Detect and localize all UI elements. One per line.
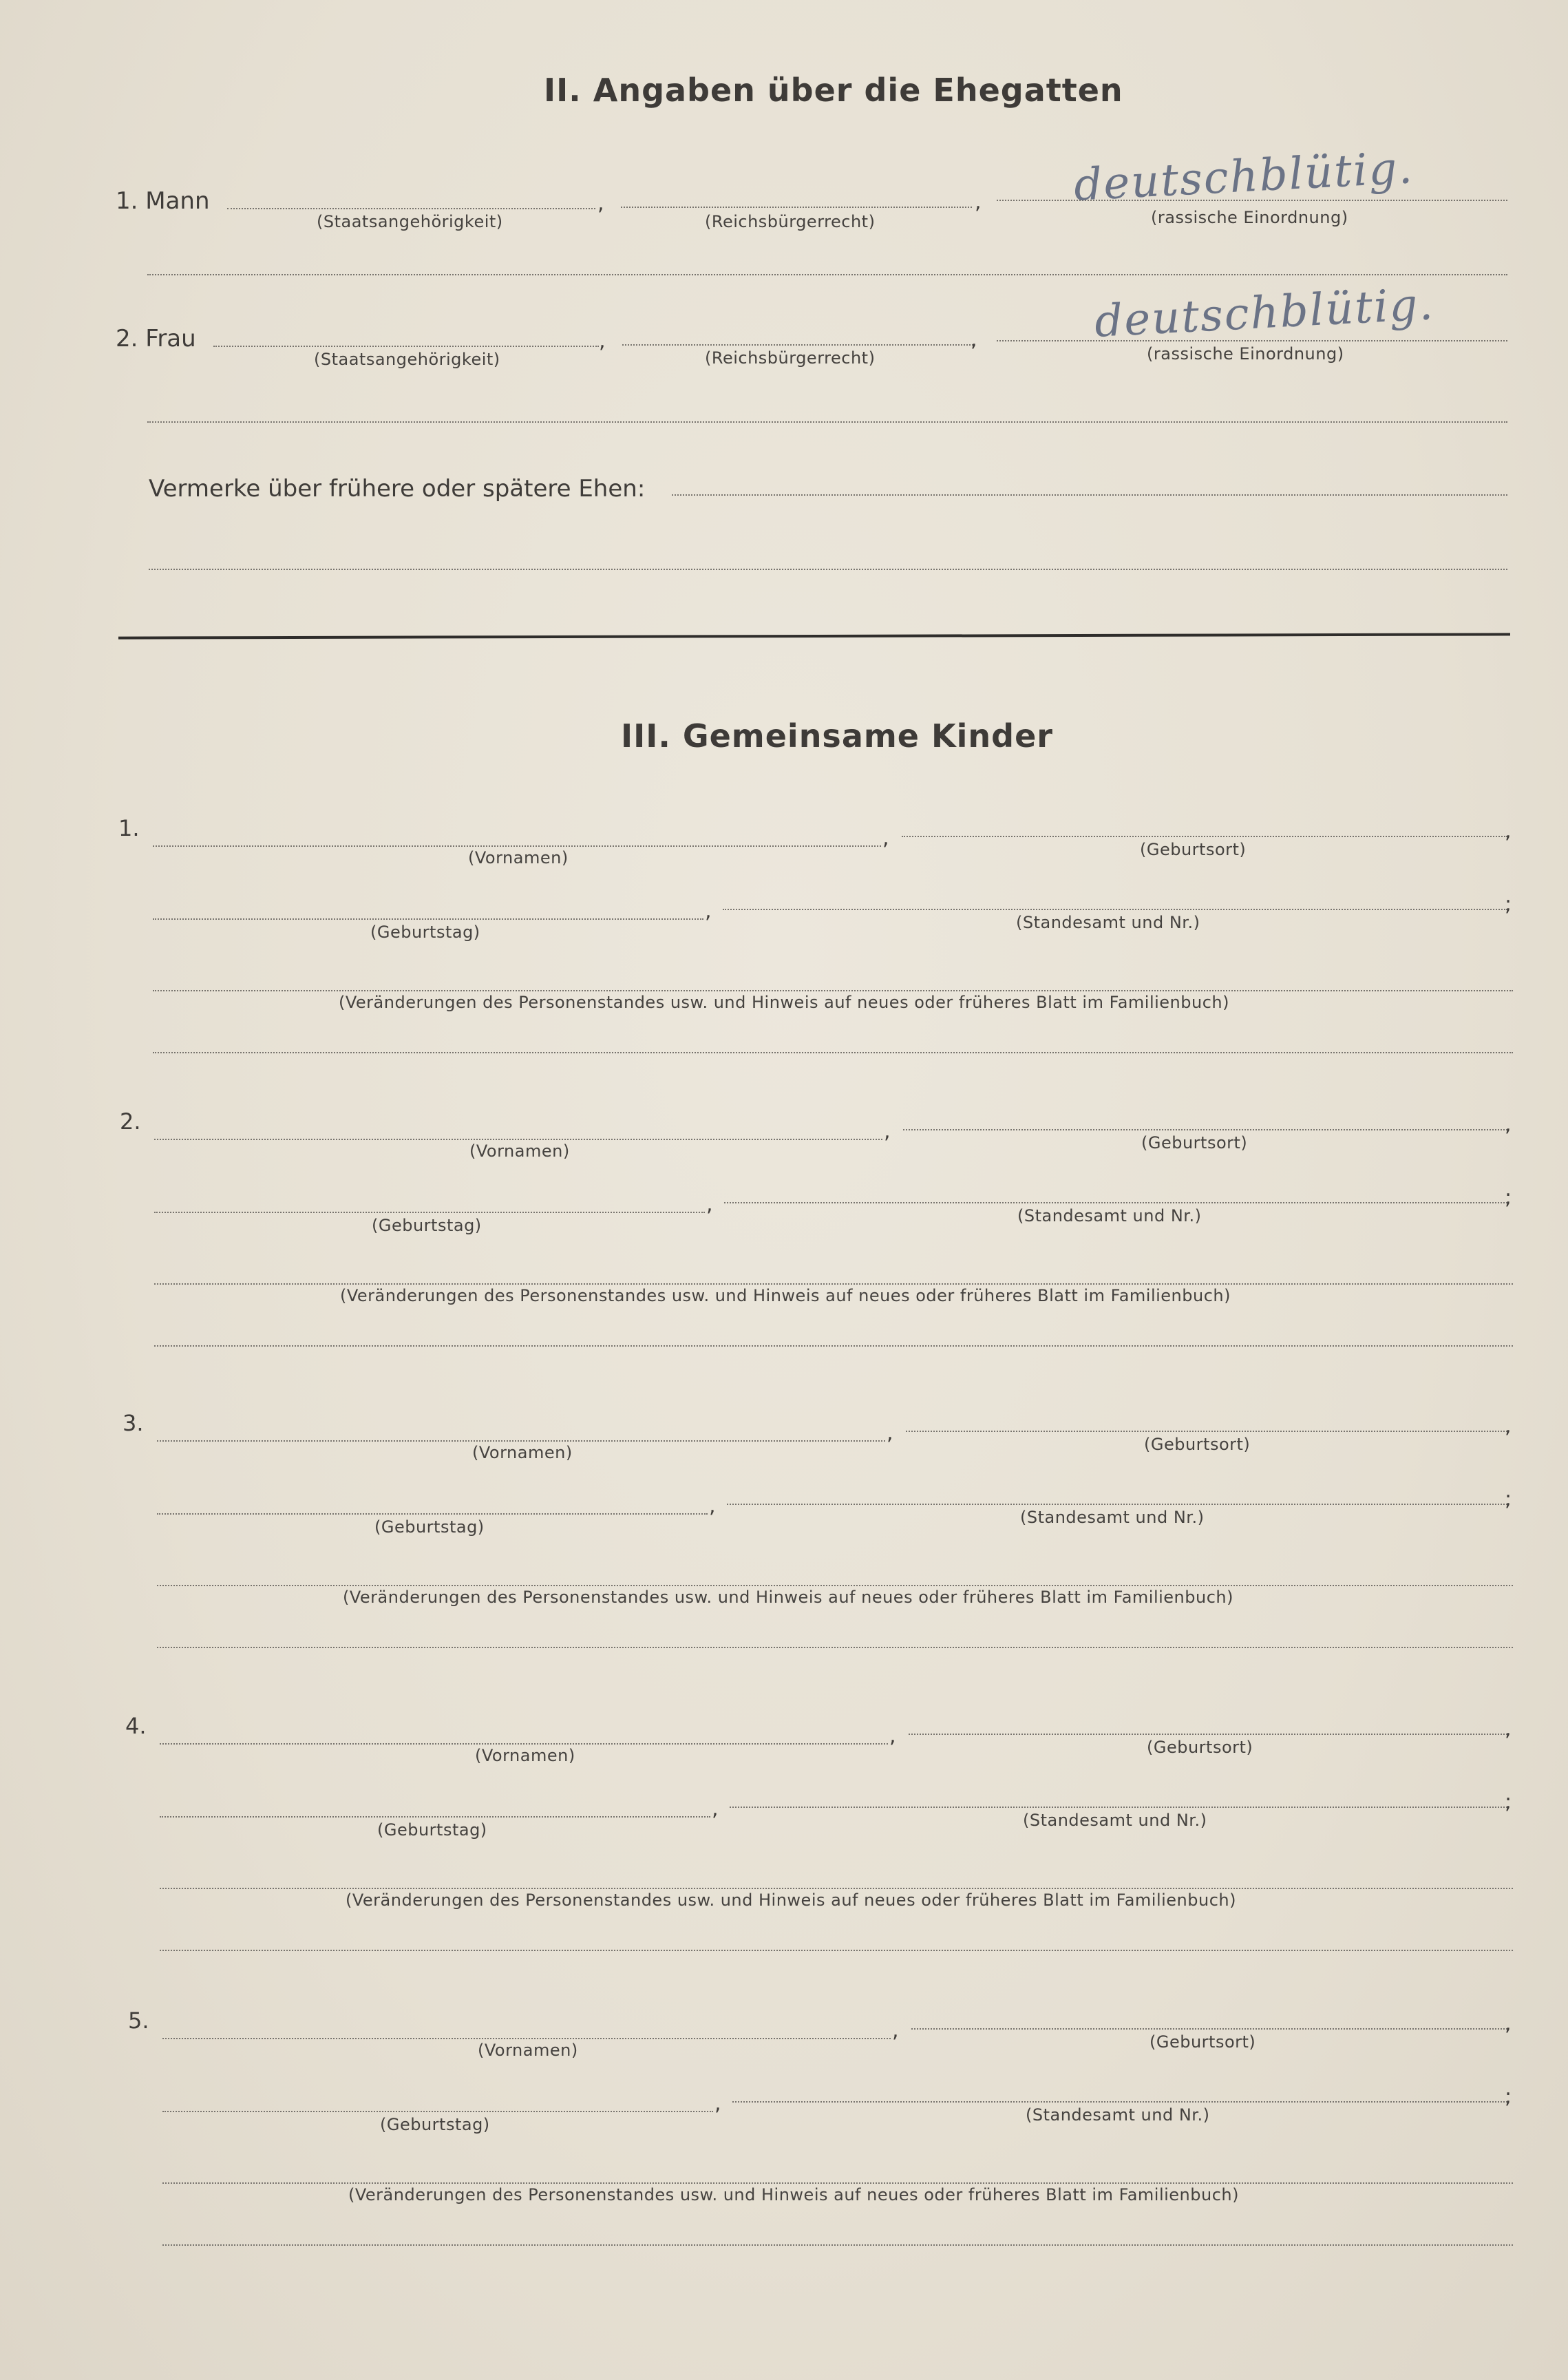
man-racial-caption: (rassische Einordnung) [1151,208,1348,227]
comma: , [1505,819,1512,843]
changes-extra-line[interactable] [160,1950,1513,1951]
woman-label: 2. Frau [116,325,196,352]
changes-line[interactable] [153,990,1513,991]
changes-line[interactable] [154,1283,1513,1285]
birthplace-caption: (Geburtsort) [1147,1738,1253,1757]
woman-racial-line[interactable] [997,340,1507,341]
changes-line[interactable] [160,1888,1513,1889]
given-names-caption: (Vornamen) [475,1746,575,1765]
semicolon: ; [1505,1186,1512,1210]
given-names-caption: (Vornamen) [478,2041,578,2060]
child-number: 3. [123,1410,144,1436]
given-names-caption: (Vornamen) [472,1443,573,1462]
birthday-caption: (Geburtstag) [374,1517,485,1537]
birthday-line[interactable] [160,1816,710,1818]
comma: , [971,328,977,352]
changes-caption: (Veränderungen des Personenstandes usw. und Hinweis auf neues oder früheres Blatt im Familienbuch) [346,1891,1236,1910]
changes-line[interactable] [162,2182,1513,2184]
comma: , [884,1119,891,1144]
birthday-caption: (Geburtstag) [372,1216,482,1235]
section-divider [118,633,1510,639]
comma: , [599,329,606,353]
birthday-caption: (Geburtstag) [370,923,480,942]
birthplace-line[interactable] [902,836,1507,837]
registry-caption: (Standesamt und Nr.) [1016,913,1200,932]
given-names-line[interactable] [154,1139,882,1140]
remarks-extra-line[interactable] [149,569,1507,570]
comma: , [706,1192,713,1217]
changes-extra-line[interactable] [153,1052,1513,1053]
registry-line[interactable] [724,1202,1507,1203]
changes-caption: (Veränderungen des Personenstandes usw. und Hinweis auf neues oder früheres Blatt im Familienbuch) [348,2185,1239,2204]
child-number: 1. [118,815,140,841]
comma: , [714,2092,721,2116]
changes-caption: (Veränderungen des Personenstandes usw. und Hinweis auf neues oder früheres Blatt im Familienbuch) [340,1286,1231,1305]
registry-caption: (Standesamt und Nr.) [1026,2105,1210,2125]
changes-line[interactable] [157,1585,1513,1586]
changes-caption: (Veränderungen des Personenstandes usw. und Hinweis auf neues oder früheres Blatt im Familienbuch) [339,993,1229,1012]
woman-citizenship-caption: (Staatsangehörigkeit) [314,350,500,369]
registry-line[interactable] [727,1504,1507,1505]
birthplace-caption: (Geburtsort) [1141,1133,1248,1152]
birthplace-caption: (Geburtsort) [1144,1435,1251,1454]
comma: , [1505,1414,1512,1438]
birthday-caption: (Geburtstag) [377,1820,487,1840]
remarks-label: Vermerke über frühere oder spätere Ehen: [149,475,646,503]
semicolon: ; [1505,2085,1512,2109]
comma: , [1505,1113,1512,1137]
registry-line[interactable] [730,1807,1507,1808]
registry-caption: (Standesamt und Nr.) [1023,1811,1207,1830]
given-names-line[interactable] [162,2038,891,2039]
comma: , [882,826,889,850]
woman-reich-caption: (Reichsbürgerrecht) [705,348,876,368]
given-names-caption: (Vornamen) [469,1141,570,1161]
comma: , [889,1724,896,1748]
man-reich-line[interactable] [621,207,972,208]
comma: , [709,1494,716,1518]
comma: , [1505,1717,1512,1741]
woman-racial-caption: (rassische Einordnung) [1147,344,1344,364]
registry-line[interactable] [723,909,1507,910]
child-number: 5. [128,2008,149,2034]
semicolon: ; [1505,1487,1512,1511]
birthplace-line[interactable] [909,1734,1507,1735]
birthplace-line[interactable] [906,1431,1507,1432]
woman-racial-handwriting: deutschblütig. [1093,279,1436,348]
birthplace-caption: (Geburtsort) [1149,2032,1256,2052]
given-names-line[interactable] [153,845,881,847]
woman-citizenship-line[interactable] [213,346,599,347]
birthday-line[interactable] [154,1212,705,1213]
woman-reich-line[interactable] [622,344,973,346]
birthplace-line[interactable] [903,1129,1507,1130]
changes-extra-line[interactable] [157,1647,1513,1648]
comma: , [892,2019,899,2043]
changes-extra-line[interactable] [162,2244,1513,2246]
birthday-line[interactable] [162,2111,713,2112]
man-reich-caption: (Reichsbürgerrecht) [705,212,876,231]
man-label: 1. Mann [116,187,210,215]
child-number: 2. [120,1108,141,1135]
man-racial-handwriting: deutschblütig. [1072,143,1415,211]
woman-extra-line[interactable] [147,421,1507,423]
birthday-line[interactable] [157,1513,708,1515]
child-number: 4. [125,1713,147,1739]
birthday-line[interactable] [153,918,703,920]
comma: , [975,190,982,214]
comma: , [1505,2012,1512,2036]
comma: , [887,1421,893,1445]
given-names-caption: (Vornamen) [468,848,569,867]
registry-caption: (Standesamt und Nr.) [1017,1206,1202,1225]
man-citizenship-caption: (Staatsangehörigkeit) [317,212,503,231]
semicolon: ; [1505,1790,1512,1814]
comma: , [712,1797,719,1821]
section-iii-heading: III. Gemeinsame Kinder [621,717,1053,755]
given-names-line[interactable] [157,1440,885,1442]
registry-caption: (Standesamt und Nr.) [1020,1508,1205,1527]
changes-extra-line[interactable] [154,1345,1513,1347]
remarks-line[interactable] [672,494,1507,496]
birthplace-caption: (Geburtsort) [1140,840,1247,859]
changes-caption: (Veränderungen des Personenstandes usw. und Hinweis auf neues oder früheres Blatt im Familienbuch) [343,1588,1233,1607]
birthday-caption: (Geburtstag) [380,2115,490,2134]
section-ii-heading: II. Angaben über die Ehegatten [544,72,1123,109]
given-names-line[interactable] [160,1743,888,1745]
registry-line[interactable] [732,2101,1507,2103]
semicolon: ; [1505,892,1512,916]
comma: , [705,899,712,923]
man-extra-line[interactable] [147,274,1507,275]
comma: , [597,191,604,215]
birthplace-line[interactable] [911,2028,1507,2030]
man-citizenship-line[interactable] [227,208,595,209]
